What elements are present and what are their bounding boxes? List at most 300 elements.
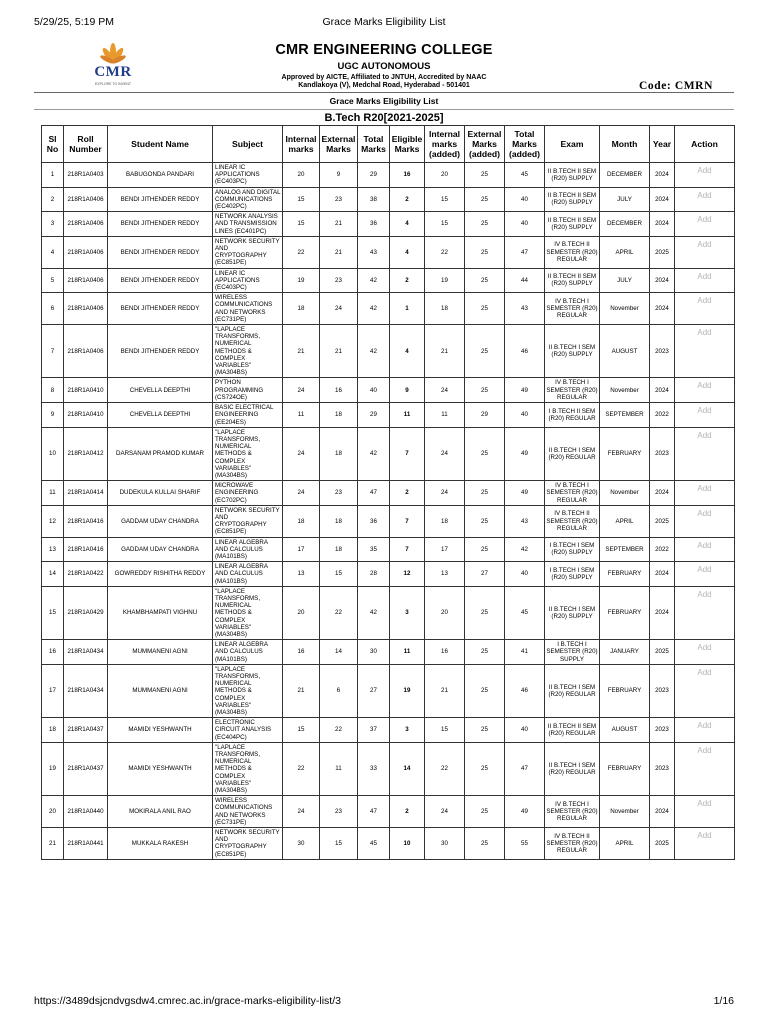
cell-external: 23 — [320, 268, 358, 293]
cell-exam: I B.TECH II SEM (R20) REGULAR — [545, 403, 600, 428]
cell-sl: 7 — [42, 325, 64, 378]
logo-tagline: EXPLORE TO INVENT — [94, 82, 132, 86]
table-row — [42, 236, 735, 268]
cell-year: 2022 — [650, 537, 675, 562]
header-total-added: Total Marks (added) — [505, 126, 545, 163]
add-button[interactable]: Add — [675, 562, 735, 587]
cell-external: 21 — [320, 325, 358, 378]
cell-subject: LINEAR IC APPLICATIONS (EC403PC) — [213, 163, 283, 188]
add-button[interactable]: Add — [675, 481, 735, 506]
cell-month: November — [600, 796, 650, 828]
cell-external-added: 25 — [465, 236, 505, 268]
cell-external: 22 — [320, 586, 358, 639]
cell-year: 2024 — [650, 796, 675, 828]
cell-total-added: 49 — [505, 481, 545, 506]
cell-student-name: KHAMBHAMPATI VIGHNU — [108, 586, 213, 639]
cell-internal: 20 — [283, 163, 320, 188]
cell-subject: NETWORK SECURITY AND CRYPTOGRAPHY (EC851PE) — [213, 828, 283, 860]
cell-subject: WIRELESS COMMUNICATIONS AND NETWORKS (EC731PE) — [213, 293, 283, 325]
cell-subject: MICROWAVE ENGINEERING (EC702PC) — [213, 481, 283, 506]
cell-sl: 17 — [42, 664, 64, 717]
cell-sl: 12 — [42, 505, 64, 537]
cell-student-name: GADDAM UDAY CHANDRA — [108, 505, 213, 537]
print-header — [34, 16, 734, 30]
cell-internal-added: 22 — [425, 236, 465, 268]
cell-external-added: 25 — [465, 742, 505, 795]
cell-eligible: 2 — [390, 268, 425, 293]
cell-total-added: 44 — [505, 268, 545, 293]
cell-student-name: MUMMANENI AGNI — [108, 664, 213, 717]
cell-exam: II B.TECH I SEM (R20) SUPPLY — [545, 586, 600, 639]
cell-roll: 218R1A0410 — [64, 403, 108, 428]
cell-internal: 20 — [283, 586, 320, 639]
cell-external-added: 27 — [465, 562, 505, 587]
table-row — [42, 796, 735, 828]
cell-internal: 30 — [283, 828, 320, 860]
cell-roll: 218R1A0406 — [64, 268, 108, 293]
table-body — [42, 163, 735, 860]
cell-roll: 218R1A0414 — [64, 481, 108, 506]
cell-student-name: DARSANAM PRAMOD KUMAR — [108, 427, 213, 480]
cell-month: APRIL — [600, 236, 650, 268]
cell-eligible: 10 — [390, 828, 425, 860]
cell-external-added: 25 — [465, 481, 505, 506]
cell-roll: 218R1A0434 — [64, 640, 108, 665]
cell-roll: 218R1A0441 — [64, 828, 108, 860]
cell-external: 18 — [320, 505, 358, 537]
cell-exam: IV B.TECH II SEMESTER (R20) REGULAR — [545, 505, 600, 537]
cell-total: 42 — [358, 586, 390, 639]
cell-sl: 1 — [42, 163, 64, 188]
cell-year: 2023 — [650, 427, 675, 480]
cell-year: 2022 — [650, 403, 675, 428]
cell-month: APRIL — [600, 505, 650, 537]
table-row — [42, 664, 735, 717]
cell-student-name: MAMIDI YESHWANTH — [108, 742, 213, 795]
cell-roll: 218R1A0429 — [64, 586, 108, 639]
cell-subject: PYTHON PROGRAMMING (CS724OE) — [213, 378, 283, 403]
add-button[interactable]: Add — [675, 293, 735, 325]
cell-exam: II B.TECH I SEM (R20) REGULAR — [545, 664, 600, 717]
cell-roll: 218R1A0437 — [64, 742, 108, 795]
cell-total: 28 — [358, 562, 390, 587]
cell-sl: 3 — [42, 212, 64, 237]
cell-year: 2023 — [650, 325, 675, 378]
cell-sl: 4 — [42, 236, 64, 268]
cell-exam: II B.TECH I SEM (R20) REGULAR — [545, 427, 600, 480]
table-row — [42, 268, 735, 293]
cell-external-added: 25 — [465, 325, 505, 378]
cell-student-name: BENDI JITHENDER REDDY — [108, 212, 213, 237]
cell-roll: 218R1A0406 — [64, 187, 108, 212]
table-row — [42, 378, 735, 403]
cell-external: 22 — [320, 718, 358, 743]
cell-total: 40 — [358, 378, 390, 403]
cell-total: 35 — [358, 537, 390, 562]
cell-exam: II B.TECH II SEM (R20) SUPPLY — [545, 268, 600, 293]
cell-exam: I B.TECH I SEM (R20) SUPPLY — [545, 562, 600, 587]
header-exam: Exam — [545, 126, 600, 163]
cell-eligible: 14 — [390, 742, 425, 795]
cell-internal: 24 — [283, 796, 320, 828]
cell-exam: IV B.TECH II SEMESTER (R20) REGULAR — [545, 236, 600, 268]
cell-external-added: 29 — [465, 403, 505, 428]
cell-internal-added: 16 — [425, 640, 465, 665]
cell-sl: 5 — [42, 268, 64, 293]
cell-total-added: 43 — [505, 505, 545, 537]
cell-external: 9 — [320, 163, 358, 188]
cell-internal-added: 15 — [425, 212, 465, 237]
cell-external-added: 25 — [465, 664, 505, 717]
cell-subject: ANALOG AND DIGITAL COMMUNICATIONS (EC402PC) — [213, 187, 283, 212]
cell-internal: 16 — [283, 640, 320, 665]
table-row — [42, 293, 735, 325]
cell-internal: 22 — [283, 742, 320, 795]
add-button[interactable]: Add — [675, 427, 735, 480]
cell-total-added: 40 — [505, 212, 545, 237]
cell-eligible: 2 — [390, 796, 425, 828]
cell-internal-added: 18 — [425, 505, 465, 537]
cell-external-added: 25 — [465, 212, 505, 237]
add-button[interactable]: Add — [675, 640, 735, 665]
cell-total-added: 47 — [505, 742, 545, 795]
cell-eligible: 7 — [390, 505, 425, 537]
cell-internal: 18 — [283, 293, 320, 325]
cell-student-name: GADDAM UDAY CHANDRA — [108, 537, 213, 562]
cell-sl: 11 — [42, 481, 64, 506]
cell-external-added: 25 — [465, 427, 505, 480]
cell-roll: 218R1A0406 — [64, 293, 108, 325]
cell-internal: 13 — [283, 562, 320, 587]
cell-eligible: 3 — [390, 718, 425, 743]
cell-month: FEBRUARY — [600, 742, 650, 795]
cell-exam: IV B.TECH II SEMESTER (R20) REGULAR — [545, 828, 600, 860]
cell-total: 42 — [358, 268, 390, 293]
cell-student-name: BENDI JITHENDER REDDY — [108, 293, 213, 325]
college-approved: Approved by AICTE, Affiliated to JNTUH, Accredited by NAAC — [281, 74, 487, 81]
cell-sl: 2 — [42, 187, 64, 212]
logo-text: CMR — [94, 64, 132, 80]
cell-month: November — [600, 481, 650, 506]
cell-total-added: 49 — [505, 796, 545, 828]
cell-sl: 21 — [42, 828, 64, 860]
cell-exam: IV B.TECH I SEMESTER (R20) REGULAR — [545, 796, 600, 828]
cell-internal-added: 30 — [425, 828, 465, 860]
cell-roll: 218R1A0410 — [64, 378, 108, 403]
cell-exam: IV B.TECH I SEMESTER (R20) REGULAR — [546, 379, 598, 401]
cell-student-name: BENDI JITHENDER REDDY — [108, 187, 213, 212]
cell-month: SEPTEMBER — [600, 403, 650, 428]
page-number: 1/16 — [713, 995, 734, 1007]
batch-title: B.Tech R20[2021-2025] — [324, 112, 444, 124]
cell-internal-added: 17 — [425, 537, 465, 562]
cell-year: 2024 — [650, 268, 675, 293]
college-autonomous: UGC AUTONOMOUS — [337, 61, 431, 72]
cell-month: FEBRUARY — [600, 586, 650, 639]
cell-total: 29 — [358, 163, 390, 188]
cell-exam: II B.TECH II SEM (R20) SUPPLY — [545, 187, 600, 212]
cell-internal-added: 24 — [425, 796, 465, 828]
cell-exam: IV B.TECH I SEMESTER (R20) REGULAR — [546, 482, 598, 504]
cell-month: JANUARY — [600, 640, 650, 665]
cell-year: 2024 — [650, 293, 675, 325]
table-row — [42, 828, 735, 860]
cell-external: 11 — [320, 742, 358, 795]
cell-external: 18 — [320, 427, 358, 480]
header-eligible: Eligible Marks — [390, 126, 425, 163]
cell-subject: WIRELESS COMMUNICATIONS AND NETWORKS (EC731PE) — [213, 796, 283, 828]
cell-internal-added: 21 — [425, 325, 465, 378]
cell-month: AUGUST — [600, 325, 650, 378]
cell-subject: LINEAR ALGEBRA AND CALCULUS (MA101BS) — [213, 537, 283, 562]
header-sl: Sl No — [42, 126, 64, 163]
cell-eligible: 7 — [390, 427, 425, 480]
cell-sl: 19 — [42, 742, 64, 795]
add-button[interactable]: Add — [675, 187, 735, 212]
cell-internal-added: 20 — [425, 163, 465, 188]
cell-student-name: BENDI JITHENDER REDDY — [108, 268, 213, 293]
cell-student-name: MUMMANENI AGNI — [108, 640, 213, 665]
cell-external-added: 25 — [465, 796, 505, 828]
cell-total-added: 42 — [505, 537, 545, 562]
cell-eligible: 1 — [390, 293, 425, 325]
cell-roll: 218R1A0406 — [64, 236, 108, 268]
cell-external: 18 — [320, 537, 358, 562]
table-row — [42, 640, 735, 665]
table-row — [42, 537, 735, 562]
cell-subject: ELECTRONIC CIRCUIT ANALYSIS (EC404PC) — [213, 718, 283, 743]
cell-external-added: 25 — [465, 378, 505, 403]
add-button[interactable]: Add — [675, 212, 735, 237]
header-student: Student Name — [108, 126, 213, 163]
cell-student-name: MUKKALA RAKESH — [108, 828, 213, 860]
cell-eligible: 2 — [390, 481, 425, 506]
divider — [34, 109, 734, 110]
cell-roll: 218R1A0422 — [64, 562, 108, 587]
add-button[interactable]: Add — [675, 664, 735, 717]
cell-external: 18 — [320, 403, 358, 428]
cell-exam: II B.TECH II SEM (R20) SUPPLY — [545, 212, 600, 237]
cell-year: 2024 — [650, 212, 675, 237]
cell-year: 2023 — [650, 718, 675, 743]
cell-exam: II B.TECH II SEM (R20) SUPPLY — [545, 163, 600, 188]
cell-total: 47 — [358, 481, 390, 506]
cell-year: 2023 — [650, 742, 675, 795]
cell-internal: 22 — [283, 236, 320, 268]
cell-total: 36 — [358, 505, 390, 537]
cell-external: 14 — [320, 640, 358, 665]
cell-total-added: 45 — [505, 163, 545, 188]
table-row — [42, 403, 735, 428]
cell-subject: "LAPLACE TRANSFORMS, NUMERICAL METHODS & COMPLEX VARIABLES" (MA304BS) — [213, 664, 283, 717]
cell-total: 42 — [358, 293, 390, 325]
cell-total: 33 — [358, 742, 390, 795]
cell-eligible: 4 — [390, 325, 425, 378]
cell-eligible: 12 — [390, 562, 425, 587]
table-row — [42, 212, 735, 237]
cell-external: 15 — [320, 828, 358, 860]
cell-external: 15 — [320, 562, 358, 587]
cell-year: 2024 — [650, 481, 675, 506]
cell-sl: 14 — [42, 562, 64, 587]
cell-month: November — [600, 378, 650, 403]
cell-student-name: CHEVELLA DEEPTHI — [108, 403, 213, 428]
cell-month: FEBRUARY — [600, 562, 650, 587]
cell-sl: 15 — [42, 586, 64, 639]
cell-eligible: 11 — [390, 640, 425, 665]
header-subject: Subject — [213, 126, 283, 163]
cell-internal: 17 — [283, 537, 320, 562]
cell-external: 21 — [320, 236, 358, 268]
cell-eligible: 19 — [390, 664, 425, 717]
cell-month: APRIL — [600, 828, 650, 860]
college-name: CMR ENGINEERING COLLEGE — [275, 42, 493, 58]
header-external: External Marks — [320, 126, 358, 163]
cell-year: 2024 — [650, 562, 675, 587]
cell-total: 38 — [358, 187, 390, 212]
cell-month: JULY — [600, 187, 650, 212]
header-year: Year — [650, 126, 675, 163]
cell-year: 2025 — [650, 640, 675, 665]
cell-external-added: 25 — [465, 293, 505, 325]
cell-student-name: BENDI JITHENDER REDDY — [108, 236, 213, 268]
cell-internal-added: 13 — [425, 562, 465, 587]
cell-internal-added: 18 — [425, 293, 465, 325]
cell-eligible: 4 — [390, 212, 425, 237]
cell-external-added: 25 — [465, 163, 505, 188]
add-button[interactable]: Add — [675, 796, 735, 828]
cell-month: November — [600, 293, 650, 325]
cell-roll: 218R1A0416 — [64, 537, 108, 562]
cell-total-added: 47 — [505, 236, 545, 268]
cell-subject: NETWORK SECURITY AND CRYPTOGRAPHY (EC851PE) — [213, 505, 283, 537]
cell-internal-added: 20 — [425, 586, 465, 639]
cell-subject: NETWORK SECURITY AND CRYPTOGRAPHY (EC851PE) — [213, 236, 283, 268]
cell-year: 2024 — [650, 586, 675, 639]
add-button[interactable]: Add — [675, 325, 735, 378]
add-button[interactable]: Add — [675, 378, 735, 403]
header-internal-added: Internal marks (added) — [425, 126, 465, 163]
add-button[interactable]: Add — [675, 505, 735, 537]
cell-external-added: 25 — [465, 537, 505, 562]
add-button[interactable]: Add — [675, 742, 735, 795]
cell-internal: 15 — [283, 212, 320, 237]
cell-student-name: MAMIDI YESHWANTH — [108, 718, 213, 743]
cell-student-name: GOWREDDY RISHITHA REDDY — [108, 562, 213, 587]
cell-eligible: 7 — [390, 537, 425, 562]
page-url: https://3489dsjcndvgsdw4.cmrec.ac.in/grace-marks-eligibility-list/3 — [34, 995, 341, 1007]
cell-total-added: 55 — [505, 828, 545, 860]
cell-exam: IV B.TECH I SEMESTER (R20) REGULAR — [545, 293, 600, 325]
cell-year: 2024 — [650, 187, 675, 212]
cell-total-added: 40 — [505, 718, 545, 743]
add-button[interactable]: Add — [675, 403, 735, 428]
table-row — [42, 505, 735, 537]
add-button[interactable]: Add — [675, 236, 735, 268]
grace-marks-table — [41, 125, 735, 860]
cell-total: 36 — [358, 212, 390, 237]
cell-total: 43 — [358, 236, 390, 268]
cell-sl: 10 — [42, 427, 64, 480]
table-row — [42, 325, 735, 378]
table-row — [42, 562, 735, 587]
cell-external-added: 25 — [465, 828, 505, 860]
cell-year: 2023 — [650, 664, 675, 717]
cell-year: 2024 — [650, 163, 675, 188]
header-internal: Internal marks — [283, 126, 320, 163]
cell-sl: 8 — [42, 378, 64, 403]
cell-total-added: 46 — [505, 664, 545, 717]
add-button[interactable]: Add — [675, 718, 735, 743]
add-button[interactable]: Add — [675, 586, 735, 639]
cell-internal-added: 24 — [425, 427, 465, 480]
cell-roll: 218R1A0440 — [64, 796, 108, 828]
cell-roll: 218R1A0406 — [64, 212, 108, 237]
header-external-added: External Marks (added) — [465, 126, 505, 163]
divider — [34, 92, 734, 93]
cell-month: DECEMBER — [600, 212, 650, 237]
cell-subject: "LAPLACE TRANSFORMS, NUMERICAL METHODS & COMPLEX VARIABLES" (MA304BS) — [213, 325, 283, 378]
table-row — [42, 187, 735, 212]
cell-month: SEPTEMBER — [600, 537, 650, 562]
cell-total: 42 — [358, 427, 390, 480]
cell-year: 2025 — [650, 236, 675, 268]
cell-exam: II B.TECH I SEM (R20) REGULAR — [545, 742, 600, 795]
cell-sl: 9 — [42, 403, 64, 428]
cell-eligible: 3 — [390, 586, 425, 639]
cell-internal-added: 24 — [425, 481, 465, 506]
cell-student-name: CHEVELLA DEEPTHI — [108, 378, 213, 403]
cell-total-added: 40 — [505, 403, 545, 428]
add-button[interactable]: Add — [675, 268, 735, 293]
cell-external-added: 25 — [465, 187, 505, 212]
cell-total-added: 40 — [505, 562, 545, 587]
cell-subject: "LAPLACE TRANSFORMS, NUMERICAL METHODS & COMPLEX VARIABLES" (MA304BS) — [213, 586, 283, 639]
cell-total-added: 49 — [505, 378, 545, 403]
cell-internal: 21 — [283, 325, 320, 378]
cell-student-name: BABUGONDA PANDARI — [108, 163, 213, 188]
section-title: Grace Marks Eligibility List — [329, 96, 439, 106]
cell-eligible: 2 — [390, 187, 425, 212]
cell-sl: 13 — [42, 537, 64, 562]
cell-internal: 19 — [283, 268, 320, 293]
cell-year: 2025 — [650, 828, 675, 860]
cell-subject: LINEAR ALGEBRA AND CALCULUS (MA101BS) — [213, 640, 283, 665]
cell-total-added: 49 — [505, 427, 545, 480]
cell-subject: BASIC ELECTRICAL ENGINEERING (EE204ES) — [213, 403, 283, 428]
cell-external-added: 25 — [465, 586, 505, 639]
cell-roll: 218R1A0403 — [64, 163, 108, 188]
cell-external: 23 — [320, 481, 358, 506]
add-button[interactable]: Add — [675, 163, 735, 188]
cell-total: 37 — [358, 718, 390, 743]
cell-external: 24 — [320, 293, 358, 325]
cell-eligible: 11 — [390, 403, 425, 428]
cell-internal: 15 — [283, 718, 320, 743]
cell-month: AUGUST — [600, 718, 650, 743]
cell-exam: II B.TECH II SEM (R20) REGULAR — [545, 718, 600, 743]
cell-internal-added: 24 — [425, 378, 465, 403]
cell-subject: "LAPLACE TRANSFORMS, NUMERICAL METHODS & COMPLEX VARIABLES" (MA304BS) — [213, 427, 283, 480]
cell-internal-added: 15 — [425, 718, 465, 743]
table-row — [42, 586, 735, 639]
add-button[interactable]: Add — [675, 828, 735, 860]
cell-subject: LINEAR ALGEBRA AND CALCULUS (MA101BS) — [213, 562, 283, 587]
cell-external: 6 — [320, 664, 358, 717]
add-button[interactable]: Add — [675, 537, 735, 562]
cell-month: JULY — [600, 268, 650, 293]
cell-external: 16 — [320, 378, 358, 403]
